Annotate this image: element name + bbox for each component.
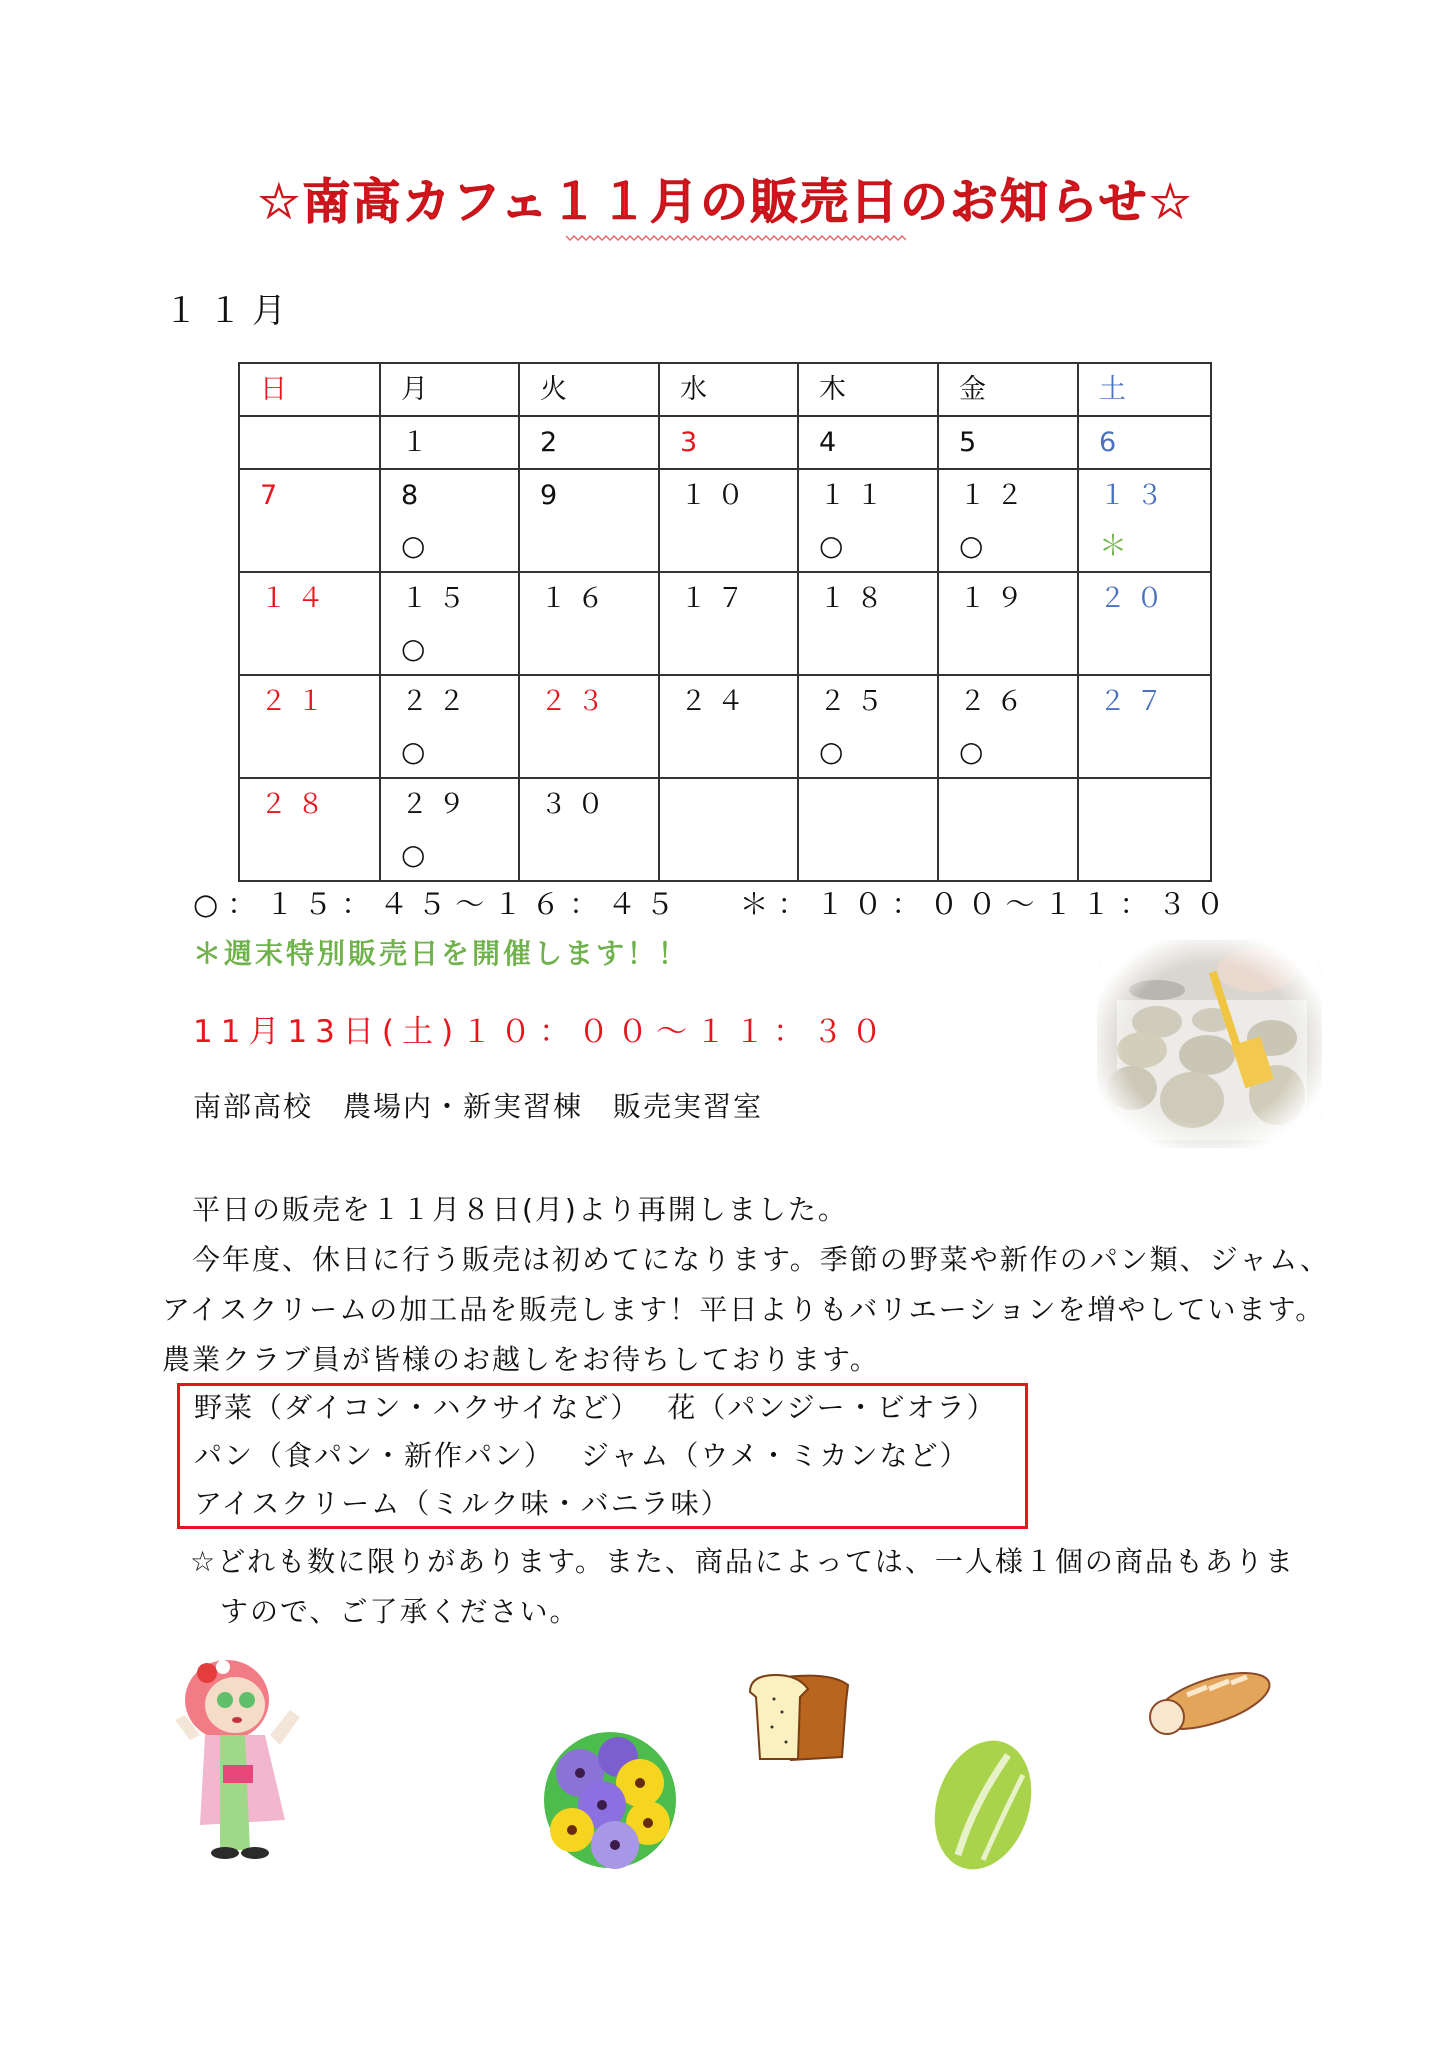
calendar-week-5: [239, 778, 1211, 881]
day-cell-sale: ２５ ○: [798, 675, 938, 778]
day-cell-empty: [659, 778, 798, 881]
sale-circle-mark: ○: [819, 529, 854, 562]
day-cell-sunday: 7: [239, 469, 380, 572]
day-cell-sale: １１ ○: [798, 469, 938, 572]
day-cell-sunday: １４: [239, 572, 380, 675]
weekend-asterisk-mark: ＊: [1099, 529, 1138, 562]
day-cell-sunday: ２８: [239, 778, 380, 881]
calendar-header-row: [239, 363, 1211, 416]
day-cell-sale: ２６ ○: [938, 675, 1078, 778]
calendar-week-3: [239, 572, 1211, 675]
weekend-sale-note: ＊週末特別販売日を開催します！！: [193, 937, 690, 970]
mascot-illustration: [165, 1655, 325, 1865]
day-cell-empty: [798, 778, 938, 881]
venue-location: 南部高校 農場内・新実習棟 販売実習室: [193, 1090, 764, 1123]
time-legend: ○：１５：４５～１６：４５ ＊：１０：００～１１：３０: [193, 887, 1234, 921]
day-cell-holiday: 3: [659, 416, 798, 469]
calendar-table: [238, 362, 1212, 882]
weekday-sat: 土: [1078, 363, 1211, 416]
paragraph-resumed-sales: 平日の販売を１１月８日(月)より再開しました。: [192, 1193, 848, 1226]
bread-brushing-photo: [1097, 940, 1322, 1148]
day-cell: 5: [938, 416, 1078, 469]
product-line-icecream: アイスクリーム（ミルク味・バニラ味）: [194, 1487, 731, 1520]
day-cell: [239, 416, 380, 469]
sale-circle-mark: ○: [401, 632, 436, 665]
day-cell-holiday: ２３: [519, 675, 659, 778]
day-cell: １６: [519, 572, 659, 675]
sale-circle-mark: ○: [819, 735, 854, 768]
day-cell-sale: ２２ ○: [380, 675, 519, 778]
product-line-bread-jam: パン（食パン・新作パン） ジャム（ウメ・ミカンなど）: [194, 1439, 970, 1472]
page-title: ☆南高カフェ１１月の販売日のお知らせ☆: [257, 174, 1194, 230]
day-cell-sale: １２ ○: [938, 469, 1078, 572]
day-cell: １９: [938, 572, 1078, 675]
day-cell-saturday: 6: [1078, 416, 1211, 469]
baguette-illustration: [1147, 1665, 1272, 1740]
title-wavy-underline: [566, 234, 906, 242]
day-cell-sale: １５ ○: [380, 572, 519, 675]
day-cell-empty: [1078, 778, 1211, 881]
day-cell: １０: [659, 469, 798, 572]
special-sale-date: 11月13日(土)１０：００～１１：３０: [193, 1014, 891, 1050]
weekday-tue: 火: [519, 363, 659, 416]
day-cell: ３０: [519, 778, 659, 881]
weekday-wed: 水: [659, 363, 798, 416]
weekday-thu: 木: [798, 363, 938, 416]
product-list-box: [177, 1383, 1028, 1529]
sale-circle-mark: ○: [401, 529, 436, 562]
day-cell: ２４: [659, 675, 798, 778]
calendar-week-4: [239, 675, 1211, 778]
calendar-week-1: [239, 416, 1211, 469]
bread-loaf-illustration: [746, 1667, 856, 1767]
weekday-sun: 日: [239, 363, 380, 416]
product-line-vegetables-flowers: 野菜（ダイコン・ハクサイなど） 花（パンジー・ビオラ）: [194, 1391, 997, 1424]
day-cell: 9: [519, 469, 659, 572]
paragraph-holiday-sales: 今年度、休日に行う販売は初めてになります。季節の野菜や新作のパン類、ジャム、アイスクリームの加工品を販売します！平日よりもバリエーションを増やしています。農業クラブ員が皆様のお越しをお待ちしております。: [162, 1243, 1331, 1376]
day-cell: 2: [519, 416, 659, 469]
month-label: １１月: [164, 291, 296, 331]
sale-circle-mark: ○: [401, 735, 436, 768]
day-cell-weekend-sale: １３ ＊: [1078, 469, 1211, 572]
sale-circle-mark: ○: [401, 838, 436, 871]
limited-stock-note-continued: すので、ご了承ください。: [220, 1595, 580, 1628]
day-cell-saturday: ２０: [1078, 572, 1211, 675]
day-cell: １８: [798, 572, 938, 675]
sale-circle-mark: ○: [959, 735, 994, 768]
weekday-mon: 月: [380, 363, 519, 416]
napa-cabbage-illustration: [928, 1735, 1038, 1875]
day-cell-saturday: ２７: [1078, 675, 1211, 778]
weekday-fri: 金: [938, 363, 1078, 416]
day-cell: １７: [659, 572, 798, 675]
photo-illustration: [1097, 940, 1322, 1148]
day-cell: １: [380, 416, 519, 469]
pansy-flowers-illustration: [540, 1725, 680, 1875]
day-cell-sunday: ２１: [239, 675, 380, 778]
day-cell-empty: [938, 778, 1078, 881]
day-cell: 4: [798, 416, 938, 469]
calendar-week-2: [239, 469, 1211, 572]
day-cell-sale: ２９ ○: [380, 778, 519, 881]
sale-circle-mark: ○: [959, 529, 994, 562]
limited-stock-note: ☆どれも数に限りがあります。また、商品によっては、一人様１個の商品もありま: [190, 1545, 1295, 1578]
day-cell-sale: 8 ○: [380, 469, 519, 572]
